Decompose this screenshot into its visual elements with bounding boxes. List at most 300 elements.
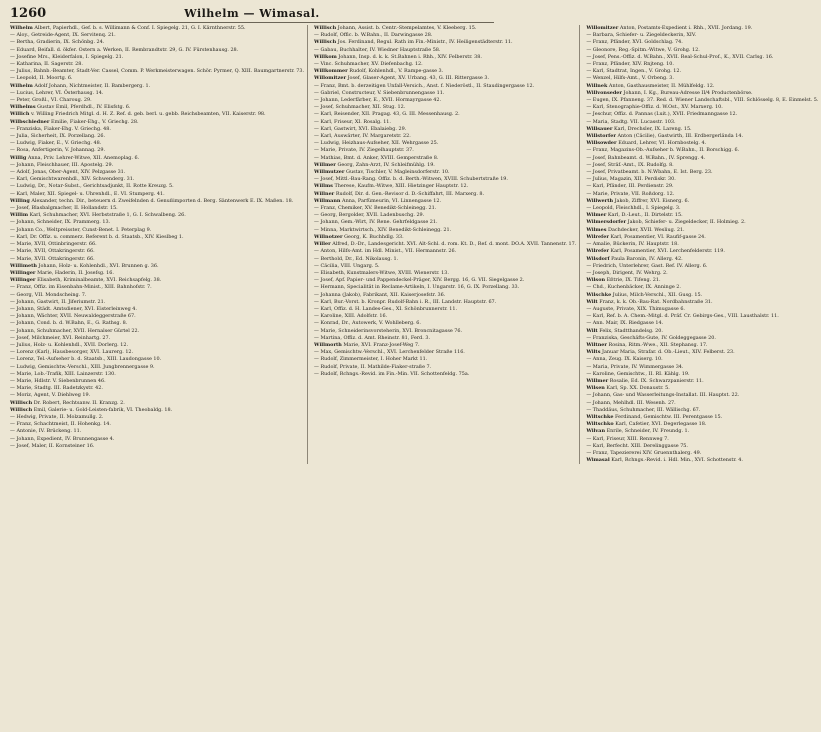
directory-entry	[314, 54, 576, 61]
entry-details: — Wenzel, Hilfs-Amt., V. Orbeng. 3.	[586, 75, 674, 82]
entry-details: — Karl, Bur.-Vorst. b. Kronpr. Rudolf-Bahn i. R., III. Landstr. Hauptstr. 67.	[314, 298, 497, 305]
directory-entry	[10, 140, 304, 147]
directory-entry	[314, 328, 576, 335]
entry-surname: Willnek	[586, 82, 608, 89]
entry-surname: Willisch	[10, 399, 33, 406]
directory-entry	[314, 270, 576, 277]
directory-entry	[10, 385, 304, 392]
entry-details: — Anna, Zeug. IX. Kaiserg. 10.	[586, 356, 663, 363]
entry-surname: Willmorth	[314, 341, 342, 348]
entry-details: — Lorenz (Karl), Hausbesorger, XVI. Laurerg. 12.	[10, 349, 134, 356]
directory-entry	[314, 169, 576, 176]
entry-details: — Gabau, Buchhalter, IV. Wiedner Hauptstraße 58.	[314, 46, 441, 53]
entry-details: — Chd., Kuchenbäcker, IX. Anninge 2.	[586, 284, 681, 291]
entry-surname: Willomitzer	[586, 25, 619, 31]
directory-entry	[10, 248, 304, 255]
entry-details: — Hedwig, Private, II. Molzamullg. 2.	[10, 413, 104, 420]
page-header	[10, 6, 494, 23]
directory-entry	[10, 198, 304, 205]
entry-surname: Wilmes	[586, 226, 607, 233]
directory-entry	[314, 234, 576, 241]
entry-surname: Wilvan	[586, 428, 606, 435]
directory-columns	[10, 25, 819, 464]
directory-entry	[10, 407, 304, 414]
directory-entry	[10, 392, 304, 399]
directory-entry	[314, 61, 576, 68]
directory-entry	[314, 256, 576, 263]
entry-details: Januar Maria, Strafar. d. Ob.-Lieut., XIV. Felberst. 23.	[602, 349, 735, 356]
entry-details: Ferdinand, Gemischtw. III. Perentgasse 15.	[615, 413, 723, 420]
entry-details: — Franziska, Geschäfts-Gute, IV. Goldeggegasse 20.	[586, 334, 716, 341]
entry-details: — Berthold, Dr., Ed. Nikolausg. 1.	[314, 255, 399, 262]
entry-surname: Wiltner	[586, 341, 607, 348]
directory-entry	[586, 75, 818, 82]
entry-details: — Marie, XVII, Ottakringerstr. 66.	[10, 248, 95, 255]
entry-surname: Wilmersdorfer	[586, 219, 627, 226]
entry-surname: Willmer	[586, 377, 609, 384]
entry-details: — Josef, Apf. Papier- und Pappendeckel-Präger, XIV. Bergg. 16, G. VII. Siegelgasse 2.	[314, 277, 525, 284]
entry-details: Emil, Galerie- u. Gold-Leisten-fabrik, VI. Theobaldg. 18.	[33, 406, 173, 413]
entry-details: — Franz, Magazins-Ob.-Aufseher b. W.Bahn., II. Borschigg. 6.	[586, 147, 740, 154]
entry-details: — Karl, Friseur, XI. Rosalg. 11.	[314, 118, 391, 125]
directory-entry	[10, 378, 304, 385]
entry-details: — Johann, Gem.-Wirt, IV. Rene. Gehrfeldgasse 21.	[314, 219, 438, 226]
directory-entry	[586, 385, 818, 392]
entry-details: — Katharina, II. Sagerstr. 28.	[10, 61, 83, 68]
directory-entry	[10, 313, 304, 320]
entry-details: Felix, Stadtthandelsg. 20.	[599, 327, 663, 334]
entry-details: Alfred, D.-Dr., Landesgericht. XVI. Alt-Schl. d. rom. Kt. D., Ref. d. mont. DO.A. XVII. Tannenstr. 17.	[332, 241, 577, 248]
directory-entry	[314, 284, 576, 291]
entry-details: Jakob, Schiefer- u. Ziegeldecker, II. Holmieg. 2.	[627, 219, 746, 226]
entry-details: Anna, Priv. Lehrer-Witwe, XII. Anemoplag. 6.	[27, 154, 140, 161]
entry-details: Karl, Posamentier, XVI. Lerchenfelderstr. 119.	[610, 248, 725, 255]
directory-entry	[314, 227, 576, 234]
directory-entry	[314, 263, 576, 270]
directory-entry	[586, 342, 818, 349]
entry-surname: Wiltschke	[586, 413, 614, 420]
entry-details: — Bertha, Gradierin, IX. Schönbg. 24.	[10, 39, 105, 46]
entry-details: Eduard, Lehrer, VI. Hornbostelg. 4.	[618, 140, 707, 147]
entry-details: — Karl, Friseur, XIII. Rennweg 7.	[586, 435, 669, 442]
directory-entry	[10, 349, 304, 356]
directory-entry	[586, 111, 818, 118]
directory-entry	[586, 68, 818, 75]
entry-details: — Karl, Reisender, XII. Pragag. 43, G. III. Messenhausg. 2.	[314, 111, 460, 118]
directory-entry	[10, 47, 304, 54]
directory-entry	[10, 126, 304, 133]
directory-entry	[314, 356, 576, 363]
directory-entry	[10, 212, 304, 219]
entry-details: — Karl, Gastwirt, XVI. Ebalaiebg. 29.	[314, 125, 407, 132]
entry-details: — Josef, Milchmeier, XVI. Reinhartg. 27.	[10, 334, 111, 341]
directory-entry	[10, 227, 304, 234]
entry-surname: Willwerth	[586, 197, 614, 204]
entry-details: — Karl, Maler, XII. Spiegel- u. Uhrenhdl., E. VI. Stumperg. 41.	[10, 190, 165, 197]
directory-entry	[10, 25, 304, 32]
entry-details: — Marie, Private, IV. Ziegelhauptstr. 37.	[314, 147, 414, 154]
entry-details: Johann, Insp. d. k. k. St.Bahnen i. Rhh., XIV. Felberstr. 38.	[338, 53, 482, 60]
entry-details: Gustav Emil, Pferdhdl., IV. Elisfstg. 6.	[37, 104, 131, 111]
entry-surname: Willvonseder	[586, 89, 622, 96]
directory-entry	[10, 428, 304, 435]
entry-details: — Max, Gemischtw.-Verschl., XVI. Lerchenfelder Straße 116.	[314, 349, 465, 356]
entry-surname: Willich	[10, 111, 30, 118]
directory-entry	[10, 83, 304, 90]
entry-details: — Johann, Expedient, IV. Brunnengasse 4.	[10, 435, 115, 442]
entry-details: — Johann Co., Weltpreisster, Cunst-Benet. I. Peterplag 9.	[10, 226, 152, 233]
entry-surname: Willnotzer	[314, 233, 343, 240]
entry-surname: Willkommer	[314, 68, 348, 75]
entry-details: Jos. Ferdinand, Regul. Rath im Fin.-Ministr., IV. Heiligenstädterstr. 11.	[337, 39, 513, 46]
entry-details: — Karl, Pfänder, III. Perdienstr. 29.	[586, 183, 674, 190]
entry-details: — Karl, Berfecht. XIII. Derelinggasse 75.	[586, 442, 688, 449]
directory-entry	[10, 104, 304, 111]
entry-surname: Willner	[314, 190, 335, 197]
directory-entry	[314, 306, 576, 313]
directory-entry	[586, 47, 818, 54]
entry-details: — Franz, Pfänder, XIV. Rnjteng. 10.	[586, 61, 674, 68]
entry-details: — Joseph, Dirigent, IV. Wehrg. 2.	[586, 269, 668, 276]
directory-entry	[586, 443, 818, 450]
entry-details: — Leopold, Fleischhdl., I. Spiegelg. 3.	[586, 205, 681, 212]
entry-details: — Johann, Schuhmacher, XVII. Hernalser Gürtel 22.	[10, 327, 140, 334]
entry-details: Josef, Glaser-Agent, XV. Urbang. 43, G. III. Rittergasse 3.	[347, 75, 490, 82]
directory-entry	[586, 212, 818, 219]
entry-details: — Franz, Bmt. b. derzeitigen Unfall-Versich., Anst. f. Niederöstl., II. Staudingergasse 12.	[314, 82, 535, 89]
directory-entry	[314, 90, 576, 97]
entry-details: Elisabeth, Kriminalbeamte, XVI. Reichsapfelg. 38.	[37, 277, 162, 284]
entry-details: — Marie, Hdlstr. V. Siebenbrunnen 46.	[10, 377, 106, 384]
directory-entry	[586, 155, 818, 162]
directory-entry	[10, 320, 304, 327]
entry-details: — Johann, Cond. b. d. W.Bahn, E., G. Rathsg. 8.	[10, 320, 128, 327]
directory-entry	[314, 292, 576, 299]
directory-entry	[10, 328, 304, 335]
entry-surname: Willisch	[10, 406, 33, 413]
entry-details: — Johanna (Jakob), Fabrikant, XII. Kaiserjosefstr. 36.	[314, 291, 446, 298]
page-number: 1260	[10, 6, 47, 21]
entry-details: — Vinc. Schuhmacher, XV. Diefenbachg. 12.	[314, 61, 423, 68]
entry-details: — Marie, XVII. Ottakringerstr. 66.	[10, 255, 95, 262]
entry-details: — Lucius, Lehrer, VI. Österhausg. 14.	[10, 89, 104, 96]
entry-surname: Wilson	[586, 277, 606, 284]
entry-details: Karl, Rchngs.-Revid. i. Hdl. Min., XVI. Schottenstr. 4.	[611, 457, 743, 464]
directory-entry	[10, 191, 304, 198]
entry-details: Adolf Johann, Nichtmeister, II. Bambergerg. 1.	[34, 82, 151, 89]
entry-details: — Auguste, Private, XIX. Thimugasse 6.	[586, 305, 685, 312]
entry-details: Enrile, Schneider, IV. Freundg. 1.	[606, 428, 690, 435]
entry-details: — Karl, Gemischtwarenhdl., XIV. Schwenderg. 31.	[10, 176, 135, 183]
directory-entry	[314, 364, 576, 371]
directory-entry	[10, 155, 304, 162]
entry-details: Marie, XVI. Franz-Josef-Weg 7.	[343, 341, 420, 348]
entry-details: v. Willing Friedrich Mitgl. d. H. Z. Ref. d. geb. berl. u. gebb. Reichsbeamten, VII. Kaiserstr. 98.	[30, 111, 266, 118]
entry-details: — Franz, Offiz. im Eisenbahn-Minist., XIII. Bahnhofstr. 7.	[10, 284, 152, 291]
directory-entry	[10, 356, 304, 363]
entry-details: — Johann, Lederfärber, E., XVII. Hormayrgasse 42.	[314, 97, 442, 104]
directory-entry	[586, 205, 818, 212]
directory-entry	[10, 176, 304, 183]
entry-details: — Karl, Auswärter, IV. Margaretstr. 22.	[314, 133, 411, 140]
directory-entry	[314, 191, 576, 198]
entry-details: — Franz, Tapeziererei XIV. Gruennthalerg. 49.	[586, 449, 702, 456]
entry-details: — Minna, Marktwirtsch., XIV. Benedikt-Schleinegg. 21.	[314, 226, 452, 233]
directory-entry	[586, 256, 818, 263]
entry-details: Rudolf, Kohlenhdl., V. Rampe-gasse 3.	[349, 68, 444, 75]
entry-details: — Marie, Schneiderinsvorsteherin, XVI. Broncnitagasse 76.	[314, 327, 463, 334]
directory-entry	[10, 68, 304, 75]
entry-details: Georg, K. Buchhdlg. 33.	[344, 233, 404, 240]
entry-details: — Marie, XVII, Ottinbringerstr. 66.	[10, 241, 97, 248]
entry-surname: Willmer	[314, 161, 336, 168]
directory-entry	[586, 328, 818, 335]
entry-surname: Willisch	[314, 39, 337, 46]
directory-entry	[314, 83, 576, 90]
entry-surname: Willim	[10, 212, 29, 219]
directory-entry	[314, 68, 576, 75]
directory-entry	[586, 421, 818, 428]
directory-entry	[10, 169, 304, 176]
entry-details: Paula Baronin, IV. Allerg. 42.	[611, 255, 683, 262]
entry-surname: Wilts	[586, 349, 601, 356]
directory-entry	[586, 263, 818, 270]
entry-details: Albert, Papierhdl., Gef. b. s. Willimann & Conf. I. Spiegelg. 21, G. I. Kärnthnerstr. 55.	[34, 25, 246, 31]
entry-surname: Wilt	[586, 327, 598, 334]
entry-details: — Thaddäus, Schuhmacher, III. Wällischg. 67.	[586, 406, 701, 413]
directory-entry	[10, 147, 304, 154]
directory-entry	[10, 54, 304, 61]
directory-entry	[314, 133, 576, 140]
entry-details: — Barbara, Schiefer- u. Ziegeldeckerin, XIV.	[586, 32, 697, 39]
directory-entry	[586, 270, 818, 277]
directory-entry	[314, 39, 576, 46]
directory-entry	[314, 183, 576, 190]
entry-surname: Willig	[10, 154, 27, 161]
directory-entry	[586, 147, 818, 154]
entry-details: — Josef, Maler, II. Kornsteiner 16.	[10, 442, 95, 449]
entry-details: Johann, Assist. b. Centr.-Stempelamtes, V. Kleeberg. 15.	[337, 25, 477, 31]
directory-entry	[586, 234, 818, 241]
entry-details: Johann, Holz- u. Kohlenhdl., XVI. Brunnen g. 36.	[38, 262, 159, 269]
entry-details: — Johann, Schneider, IX. Prammerg. 13.	[10, 219, 111, 226]
entry-details: — Franz, Schachtmeist, II. Hohenkg. 14.	[10, 421, 111, 428]
directory-entry	[586, 126, 818, 133]
entry-details: — Johann, Fleischhauer, III. Apostelg. 29.	[10, 161, 114, 168]
directory-entry	[314, 241, 576, 248]
directory-entry	[314, 320, 576, 327]
directory-entry	[10, 335, 304, 342]
directory-entry	[586, 356, 818, 363]
entry-surname: Wilsdorf	[586, 255, 610, 262]
entry-details: — Karl, Stadtrat, Ingen., V. Grohg. 12.	[586, 68, 682, 75]
entry-details: — Marie, Stadtg. III. Radetzkystr. 42.	[10, 385, 103, 392]
entry-details: Anton (Cäcilie), Gastwirth, III. Erdbergerlända 14.	[617, 133, 743, 140]
entry-details: Rosalie, Ed. IX. Schwarzpanierstr. 11.	[609, 377, 704, 384]
directory-entry	[10, 39, 304, 46]
entry-details: — Eugen, IX. Pfanneng. 37. Red. d. Wiener Landschaftsbl., VIII. Schlösselg. 8, E. Einmelst. 5.	[586, 97, 819, 104]
directory-entry	[10, 371, 304, 378]
entry-details: Anna, Parfümeurin, VI. Linnengasse 12.	[342, 197, 442, 204]
directory-entry	[314, 25, 576, 32]
directory-entry	[586, 90, 818, 97]
entry-surname: Wilschke	[586, 291, 612, 298]
entry-surname: Wilsen	[586, 385, 605, 392]
directory-entry	[314, 104, 576, 111]
directory-entry	[314, 371, 576, 378]
directory-entry	[586, 227, 818, 234]
directory-entry	[10, 256, 304, 263]
directory-entry	[586, 83, 818, 90]
directory-entry	[586, 191, 818, 198]
entry-details: Jakob, Ziffrer, XVI. Eisnerg. 6.	[614, 197, 690, 204]
directory-entry	[586, 428, 818, 435]
directory-entry	[314, 119, 576, 126]
entry-details: Karl, D.-Leut., II. Dirtelstr. 15.	[607, 212, 683, 219]
entry-surname: Wilrefer	[586, 233, 609, 240]
entry-details: Emilie, Fiaker-Ehg., V. Griechg. 28.	[51, 118, 139, 125]
entry-details: — Josef, Pens.-Offiz. d. W.Bahn., XVII. Real-Schul-Prof., K., XVII. Carlsg. 16.	[586, 53, 774, 60]
directory-entry	[10, 292, 304, 299]
directory-entry	[586, 198, 818, 205]
directory-entry	[586, 219, 818, 226]
entry-details: — Ludwig, Gemischtw.-Verschl., XIII. Jungbrennergasse 9.	[10, 363, 155, 370]
entry-details: — Hermann, Specialität in Reclame-Artikeln, I. Ungarstr. 16, G. IX. Porzellang. 33.	[314, 284, 520, 291]
entry-details: — Anton, Hilfs-Amt. im Hdl. Minist., VII. Hermannstr. 26.	[314, 248, 457, 255]
entry-surname: Willsauer	[586, 125, 613, 132]
entry-details: — Peter, Großl., VI. Charoug. 29.	[10, 97, 92, 104]
entry-details: — Josef, Sträf.-Amt., IX. Rudolfg. 8.	[586, 161, 674, 168]
entry-details: — Marie, Lob.-Trafik, XIII. Lainzerstr. 130.	[10, 370, 116, 377]
entry-details: Georg, Zahn-Arzt, IV. Schleifmühlg. 19.	[337, 161, 435, 168]
entry-surname: Willstorfer	[586, 133, 616, 140]
directory-entry	[314, 198, 576, 205]
directory-column-3	[586, 25, 821, 464]
directory-entry	[10, 234, 304, 241]
entry-details: — Franz, Pfänder, XVI. Goldschlag. 74.	[586, 39, 683, 46]
directory-entry	[10, 400, 304, 407]
entry-details: — Ludwig, Heizhaus-Aufseher, XII. Wehrgasse 25.	[314, 140, 439, 147]
entry-details: — Johann, Gastwirt, II. Jiferiumstr. 21.	[10, 298, 106, 305]
entry-details: — Ann. Mair, IX. Riedgasse 14.	[586, 320, 664, 327]
entry-details: — Maria, Private, IV. Wimmergasse 34.	[586, 363, 684, 370]
entry-surname: Wilmer	[586, 212, 607, 219]
entry-details: — Gleonore, Reg.-Spitm.-Witwe, V. Grohg. 12.	[586, 46, 700, 53]
directory-entry	[10, 306, 304, 313]
directory-entry	[10, 277, 304, 284]
entry-details: — Karl, Offiz. d. H. Landes-Ges., XI. Schönbrunnerstr. 11.	[314, 305, 458, 312]
entry-surname: Wilbschiedner	[10, 118, 50, 125]
directory-entry	[586, 320, 818, 327]
entry-details: Johann, I. Kg., Bureau-Adresse II/4 Productenbörse.	[623, 89, 753, 96]
entry-details: — Maria, Stadtg. VII. Lucasstr. 103.	[586, 118, 676, 125]
directory-entry	[10, 299, 304, 306]
entry-details: — Julius, Holz- u. Kohlenhdl., XVII. Dorlerg. 12.	[10, 341, 129, 348]
directory-entry	[10, 364, 304, 371]
entry-details: Karl, Cafetier, XVI. Degerlegasse 18.	[615, 421, 707, 428]
entry-surname: Wilhelm	[10, 25, 33, 31]
entry-details: — Amalie, Bückerin, IV. Hauptstr. 18.	[586, 241, 679, 248]
directory-entry	[586, 54, 818, 61]
directory-entry	[586, 248, 818, 255]
entry-details: — Julia, Sicherheit, IX. Porzellang. 26.	[10, 133, 106, 140]
directory-entry	[586, 371, 818, 378]
entry-details: — Johann, Gas- und Wasserleitungs-Installat. III. Hauptst. 22.	[586, 392, 740, 399]
directory-entry	[10, 162, 304, 169]
entry-surname: Willmann	[314, 197, 341, 204]
entry-surname: Willimeth	[10, 262, 37, 269]
entry-details: Alexander, techn. Dir., beteuern d. Zweifelnden d. Genußimporten d. Berg. Säntenwerk E. IX. Maßen. 18.	[31, 197, 294, 204]
entry-details: Julius, Milch-Verschl., XII. Gusg. 15.	[612, 291, 703, 298]
entry-details: — Eduard, Beifall. d. ökfer. Ostern a. Werken, II. Rembrandtstr. 29, G. IV. Fürstenhausg. 28.	[10, 46, 239, 53]
directory-entry	[10, 32, 304, 39]
entry-details: — Martina, Offiz. d. Amt. Rheinstr. 81, Ferd. 3.	[314, 334, 431, 341]
entry-details: — Josef, Blasbalgmacher, II. Hollandstr. 15.	[10, 205, 118, 212]
entry-details: — Georg, VII. Mondscheing. 7.	[10, 291, 87, 298]
directory-entry	[10, 183, 304, 190]
directory-entry	[314, 176, 576, 183]
entry-details: — Konrad, Dr., Autowerk, V. Wohlleberg. 6.	[314, 320, 421, 327]
directory-entry	[586, 292, 818, 299]
directory-entry	[314, 342, 576, 349]
entry-surname: Willms	[314, 183, 333, 190]
directory-entry	[314, 349, 576, 356]
entry-surname: Willmutzer	[314, 169, 345, 176]
entry-details: — Johann, Städt. Amtsdiener, XVI. Eisterleinweg 4.	[10, 305, 137, 312]
directory-entry	[10, 270, 304, 277]
directory-entry	[314, 212, 576, 219]
entry-surname: Willsowder	[586, 140, 617, 147]
entry-details: — Rosa, Anfertigerin, V. Johannag. 29.	[10, 147, 106, 154]
directory-entry	[314, 299, 576, 306]
directory-entry	[586, 133, 818, 140]
directory-entry	[586, 313, 818, 320]
directory-entry	[314, 277, 576, 284]
entry-details: — Marie, Private, VII. Roßdorg. 12.	[586, 190, 675, 197]
entry-details: — Jeschur, Offiz. d. Pannas (Luit.), XVII. Friedmanngasse 12.	[586, 111, 738, 118]
entry-details: — Adolf, Jonas, Ober-Agent, XIV. Pelzgasse 31.	[10, 169, 126, 176]
directory-entry	[10, 119, 304, 126]
directory-entry	[10, 205, 304, 212]
directory-entry	[10, 263, 304, 270]
entry-details: — Karl, Ref. b. A. Chem.-Mitgl. d. Präf. Cr. Gebirgs-Ges., VIII. Lausthalstr. 11.	[586, 313, 779, 320]
directory-entry	[586, 183, 818, 190]
directory-entry	[586, 97, 818, 104]
entry-surname: Willisch	[314, 25, 337, 31]
directory-entry	[10, 241, 304, 248]
directory-entry	[314, 248, 576, 255]
entry-details: Karl, Posamentier, VI. Raufif-gasse 24.	[610, 233, 706, 240]
directory-column-2	[314, 25, 580, 464]
entry-details: — Josef, Schuhmacher, XII. Stug. 12.	[314, 104, 406, 111]
directory-entry	[314, 126, 576, 133]
directory-entry	[10, 414, 304, 421]
directory-entry	[586, 349, 818, 356]
directory-entry	[314, 97, 576, 104]
entry-details: — Rudolf, Offic. b. W.Bahn., II. Darwingasse 28.	[314, 32, 433, 39]
entry-surname: Wilhelm	[10, 82, 33, 89]
directory-entry	[314, 47, 576, 54]
directory-entry	[314, 205, 576, 212]
entry-details: — Rudolf, Private, II. Mathilde-Fiaker-straße 7.	[314, 363, 432, 370]
directory-entry	[314, 155, 576, 162]
entry-details: Anton, Gasthausmeister, II. Mühlfeldg. 12.	[608, 82, 715, 89]
entry-surname: Wilrefer	[586, 248, 609, 255]
entry-details: Rudolf, Dir. d. Gen.-Revisor d. D.-Schiffahrt, III. Marxerg. 8.	[335, 190, 485, 197]
directory-entry	[10, 443, 304, 450]
entry-surname: Wilhelms	[10, 104, 36, 111]
directory-entry	[10, 284, 304, 291]
